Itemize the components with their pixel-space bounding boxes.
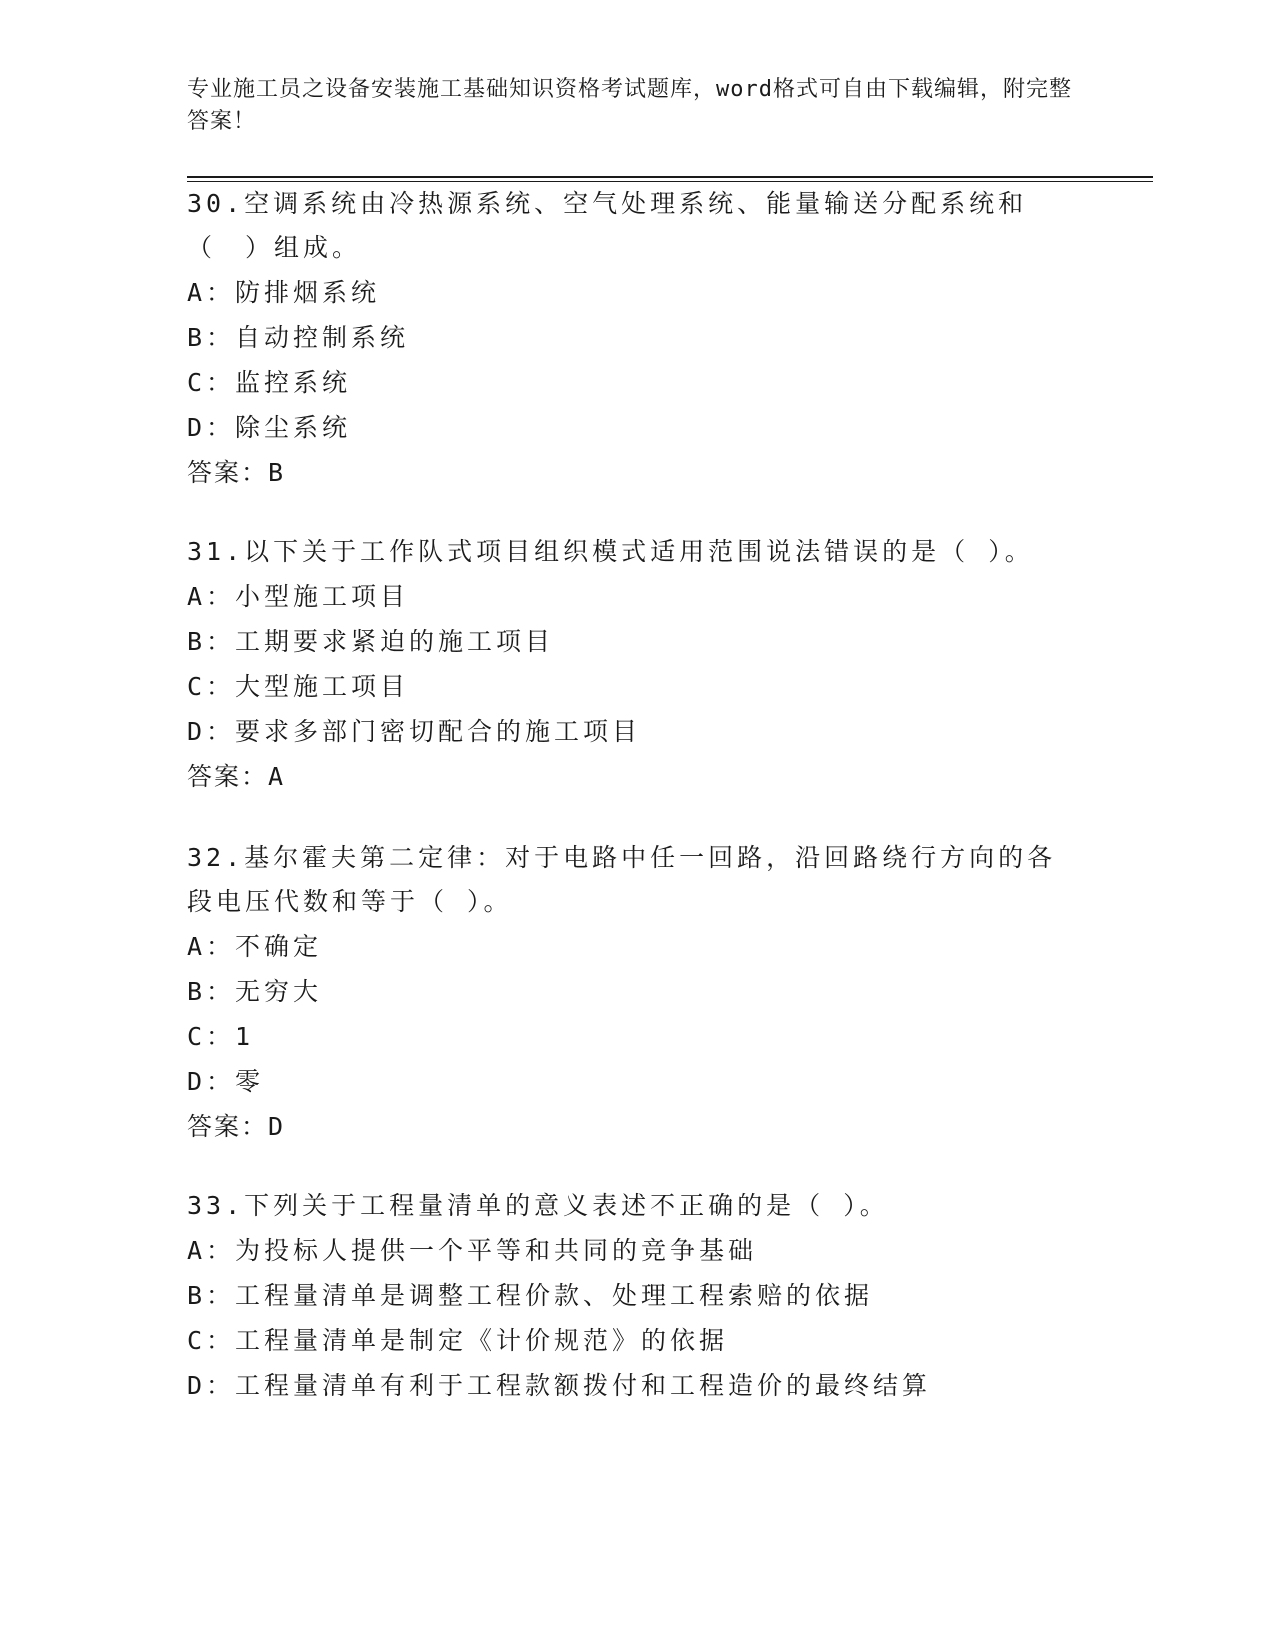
option-c: C：大型施工项目 [187,672,410,701]
answer-label: 答案： [187,762,269,791]
option-d: D：零 [187,1067,265,1096]
option-d: D：要求多部门密切配合的施工项目 [187,717,642,746]
answer [187,1104,1087,1149]
question-31 [187,530,1087,799]
document-header: 专业施工员之设备安装施工基础知识资格考试题库，word格式可自由下载编辑，附完整答案！ [187,77,1072,134]
question-stem: 33.下列关于工程量清单的意义表述不正确的是（ ）。 [187,1191,889,1220]
answer [187,754,1087,799]
option-a: A：不确定 [187,932,323,961]
answer-label: 答案： [187,458,269,487]
answer-label: 答案： [187,1112,269,1141]
option-c: C：监控系统 [187,368,352,397]
question-32 [187,836,1087,1149]
option-a: A：防排烟系统 [187,278,381,307]
option-d: D：工程量清单有利于工程款额拨付和工程造价的最终结算 [187,1371,932,1400]
option-b: B：工程量清单是调整工程价款、处理工程索赔的依据 [187,1281,874,1310]
question-stem: 32.基尔霍夫第二定律：对于电路中任一回路，沿回路绕行方向的各段电压代数和等于（ ）。 [187,843,1057,916]
option-b: B：工期要求紧迫的施工项目 [187,627,555,656]
answer-value: A [268,762,286,791]
option-b: B：自动控制系统 [187,323,410,352]
question-30 [187,182,1087,495]
answer-value: D [268,1112,286,1141]
option-d: D：除尘系统 [187,413,352,442]
question-stem: 31.以下关于工作队式项目组织模式适用范围说法错误的是（ ）。 [187,537,1034,566]
option-b: B：无穷大 [187,977,323,1006]
answer-value: B [268,458,286,487]
answer [187,450,1087,495]
option-c: C：1 [187,1022,255,1051]
option-c: C：工程量清单是制定《计价规范》的依据 [187,1326,729,1355]
question-stem: 30.空调系统由冷热源系统、空气处理系统、能量输送分配系统和（ ）组成。 [187,189,1028,262]
question-33 [187,1184,1087,1408]
option-a: A：为投标人提供一个平等和共同的竞争基础 [187,1236,758,1265]
option-a: A：小型施工项目 [187,582,410,611]
